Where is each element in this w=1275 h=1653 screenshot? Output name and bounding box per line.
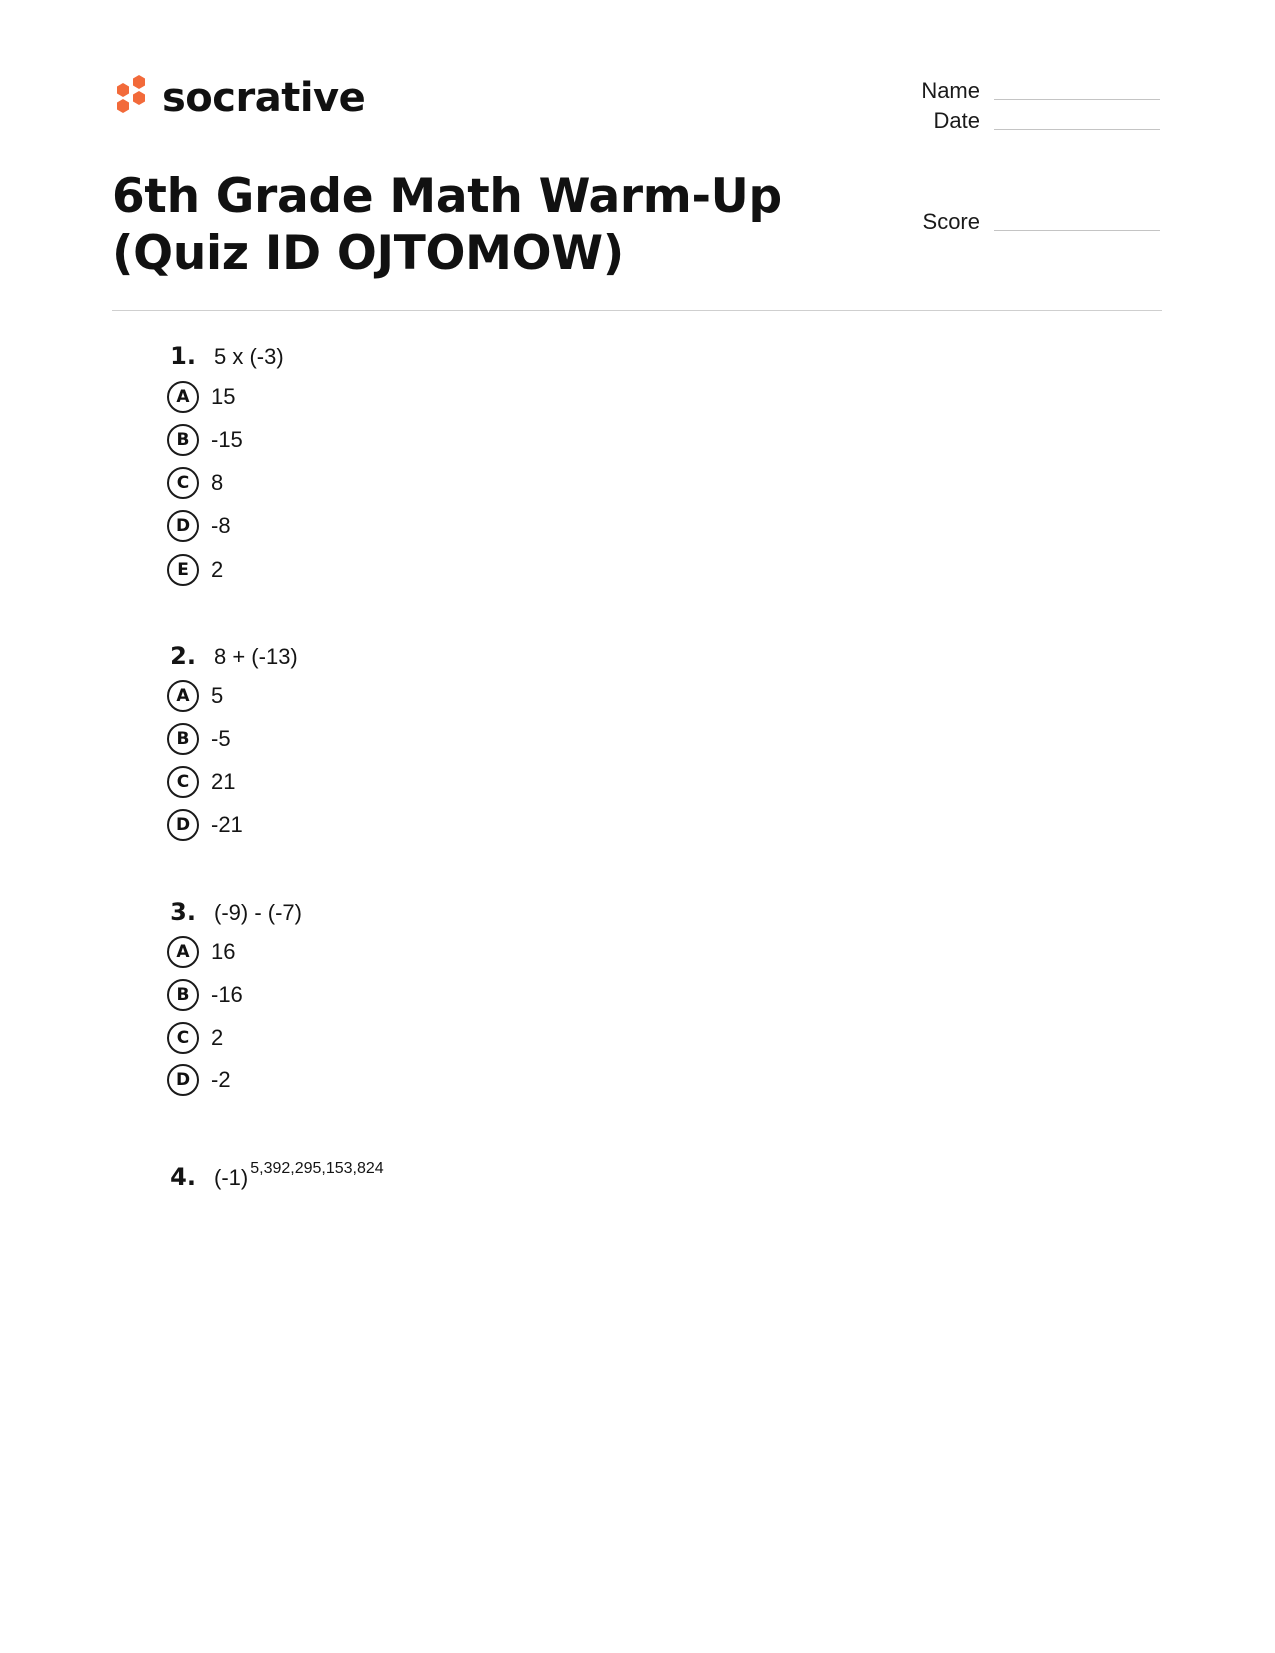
question-text [214, 1160, 384, 1191]
choice-1e [167, 553, 223, 587]
date-field [870, 108, 1160, 134]
choice-2d [167, 808, 243, 842]
question-text: 5 x (-3) [214, 344, 284, 369]
socrative-logo [112, 72, 365, 124]
choice-bubble: B [167, 424, 199, 456]
choice-text: -5 [211, 726, 231, 751]
choice-bubble: A [167, 381, 199, 413]
choice-2a [167, 679, 223, 713]
choice-bubble: D [167, 809, 199, 841]
choice-text: 8 [211, 470, 224, 495]
name-line [994, 99, 1160, 100]
choice-bubble: D [167, 510, 199, 542]
date-label: Date [933, 108, 980, 133]
choice-bubble: C [167, 766, 199, 798]
score-line [994, 230, 1160, 231]
choice-text: 21 [211, 769, 236, 794]
question-4 [160, 1160, 1060, 1192]
header-divider [112, 310, 1162, 311]
choice-1c [167, 466, 223, 500]
choice-bubble: E [167, 554, 199, 586]
choice-bubble: B [167, 723, 199, 755]
choice-text: -16 [211, 982, 243, 1007]
choice-text: -21 [211, 812, 243, 837]
choice-bubble: A [167, 680, 199, 712]
brand-name: socrative [162, 75, 366, 121]
choice-bubble: C [167, 1022, 199, 1054]
choice-3b [167, 978, 243, 1012]
name-label: Name [921, 78, 980, 103]
choice-text: -2 [211, 1067, 231, 1092]
choice-1d [167, 509, 231, 543]
choice-3d [167, 1063, 231, 1097]
question-number: 3. [170, 898, 196, 926]
choice-bubble: D [167, 1064, 199, 1096]
question-3 [160, 898, 1060, 930]
choice-text: 2 [211, 557, 224, 582]
question-text: (-9) - (-7) [214, 900, 302, 925]
choice-1a [167, 380, 235, 414]
question-text: 8 + (-13) [214, 644, 298, 669]
choice-2b [167, 722, 231, 756]
choice-3a [167, 935, 235, 969]
choice-text: 5 [211, 683, 224, 708]
quiz-title: 6th Grade Math Warm-Up (Quiz ID OJTOMOW) [112, 169, 782, 281]
choice-2c [167, 765, 235, 799]
name-field [870, 78, 1160, 104]
question-exponent: 5,392,295,153,824 [250, 1160, 384, 1177]
question-number: 2. [170, 642, 196, 670]
choice-bubble: A [167, 936, 199, 968]
question-1 [160, 342, 1060, 374]
choice-bubble: B [167, 979, 199, 1011]
score-label: Score [922, 209, 980, 234]
hexagon-cluster-icon [112, 73, 150, 123]
choice-bubble: C [167, 467, 199, 499]
date-line [994, 129, 1160, 130]
choice-text: -8 [211, 513, 231, 538]
choice-text: -15 [211, 427, 243, 452]
question-number: 4. [170, 1163, 196, 1191]
choice-3c [167, 1021, 223, 1055]
choice-1b [167, 423, 243, 457]
question-number: 1. [170, 342, 196, 370]
choice-text: 2 [211, 1025, 224, 1050]
choice-text: 15 [211, 384, 236, 409]
choice-text: 16 [211, 939, 236, 964]
score-field [870, 209, 1160, 235]
question-2 [160, 642, 1060, 674]
question-base: (-1) [214, 1165, 249, 1190]
